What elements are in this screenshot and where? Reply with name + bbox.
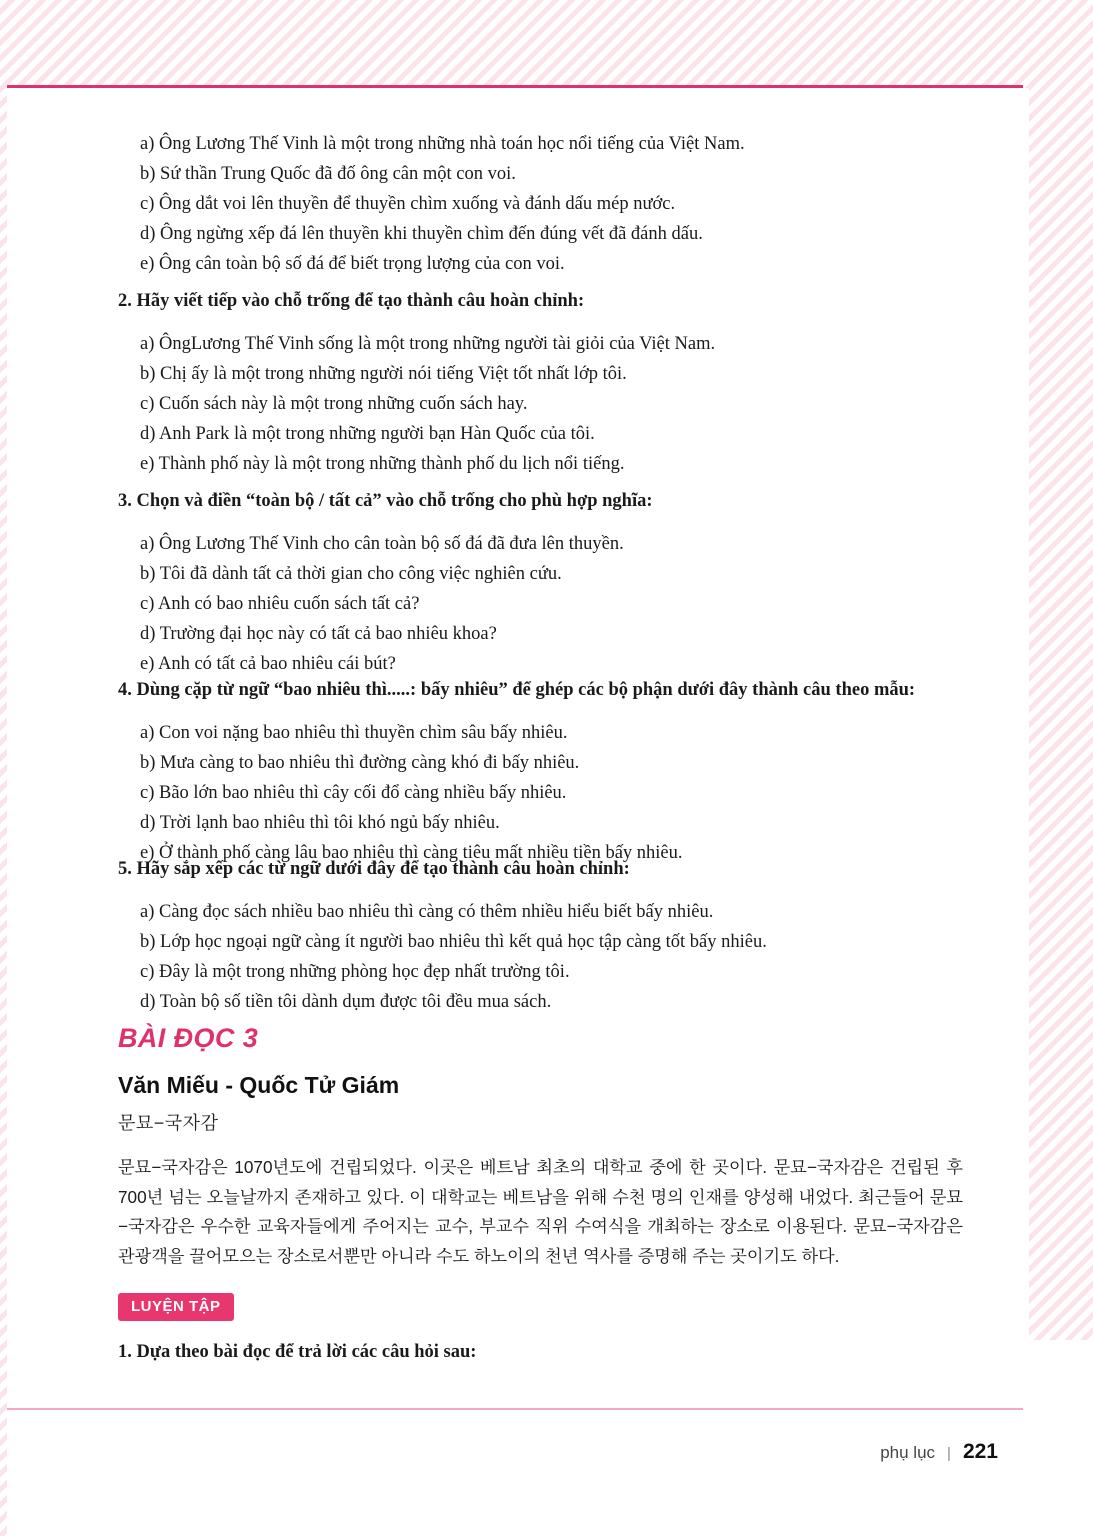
list-item: e) Anh có tất cả bao nhiêu cái bút? <box>140 653 396 674</box>
answer-list <box>118 330 918 480</box>
list-item: c) Đây là một trong những phòng học đẹp nhất trường tôi. <box>140 961 570 982</box>
reading-section <box>118 1023 998 1271</box>
list-item: b) Chị ấy là một trong những người nói tiếng Việt tốt nhất lớp tôi. <box>140 363 627 384</box>
list-item: a) Ông Lương Thế Vinh cho cân toàn bộ số đá đã đưa lên thuyền. <box>140 533 624 554</box>
exercise-4 <box>118 677 998 869</box>
exercise-heading: 4. Dùng cặp từ ngữ “bao nhiêu thì.....: bấy nhiêu” để ghép các bộ phận dưới đây thành câu theo mẫu: <box>118 680 916 700</box>
list-item: d) Ông ngừng xếp đá lên thuyền khi thuyền chìm đến đúng vết đã đánh dấu. <box>140 223 703 244</box>
list-item: e) Thành phố này là một trong những thành phố du lịch nổi tiếng. <box>140 453 625 474</box>
reading-title-ko: 문묘−국자감 <box>118 1113 219 1133</box>
reading-section-label: BÀI ĐỌC 3 <box>118 1023 259 1053</box>
exercise-2 <box>118 288 918 480</box>
list-item: c) Ông dắt voi lên thuyền để thuyền chìm xuống và đánh dấu mép nước. <box>140 193 676 214</box>
list-item: d) Anh Park là một trong những người bạn Hàn Quốc của tôi. <box>140 423 595 444</box>
list-item: d) Trường đại học này có tất cả bao nhiêu khoa? <box>140 623 497 644</box>
right-margin-fill <box>1023 1340 1093 1536</box>
list-item: d) Trời lạnh bao nhiêu thì tôi khó ngủ bấy nhiêu. <box>140 812 500 833</box>
list-item: b) Sứ thần Trung Quốc đã đố ông cân một con voi. <box>140 163 516 184</box>
list-item: a) Con voi nặng bao nhiêu thì thuyền chìm sâu bấy nhiêu. <box>140 722 568 743</box>
list-item: c) Cuốn sách này là một trong những cuốn sách hay. <box>140 393 528 414</box>
page-footer <box>0 1440 1023 1464</box>
answer-list <box>118 719 998 869</box>
exercise-3 <box>118 488 918 680</box>
reading-title-vi: Văn Miếu - Quốc Tử Giám <box>118 1072 400 1098</box>
list-item: b) Mưa càng to bao nhiêu thì đường càng khó đi bấy nhiêu. <box>140 752 580 773</box>
list-item: a) Càng đọc sách nhiều bao nhiêu thì càng có thêm nhiều hiểu biết bấy nhiêu. <box>140 901 714 922</box>
list-item: e) Ở thành phố càng lâu bao nhiêu thì càng tiêu mất nhiều tiền bấy nhiêu. <box>140 842 683 863</box>
exercise-heading: 5. Hãy sắp xếp các từ ngữ dưới đây để tạo thành câu hoàn chỉnh: <box>118 859 630 879</box>
practice-section <box>118 1293 998 1367</box>
list-item: a) ÔngLương Thế Vinh sống là một trong những người tài giỏi của Việt Nam. <box>140 333 716 354</box>
list-item: d) Toàn bộ số tiền tôi dành dụm được tôi đều mua sách. <box>140 991 552 1012</box>
footer-area-background <box>7 1410 1093 1536</box>
list-item: c) Anh có bao nhiêu cuốn sách tất cả? <box>140 593 420 614</box>
practice-question: 1. Dựa theo bài đọc để trả lời các câu hỏi sau: <box>118 1342 477 1362</box>
exercise-5 <box>118 856 998 1018</box>
practice-badge: LUYỆN TẬP <box>118 1293 234 1321</box>
document-body <box>0 88 1023 1410</box>
page-number: 221 <box>962 1440 998 1463</box>
list-item: c) Bão lớn bao nhiêu thì cây cối đổ càng nhiều bấy nhiêu. <box>140 782 567 803</box>
footer-separator: | <box>947 1445 951 1462</box>
list-item: e) Ông cân toàn bộ số đá để biết trọng lượng của con voi. <box>140 253 565 274</box>
list-item: b) Lớp học ngoại ngữ càng ít người bao nhiêu thì kết quả học tập càng tốt bấy nhiêu. <box>140 931 767 952</box>
answer-list <box>118 130 918 280</box>
footer-label: phụ lục <box>880 1443 936 1462</box>
exercise-heading: 3. Chọn và điền “toàn bộ / tất cả” vào chỗ trống cho phù hợp nghĩa: <box>118 491 653 511</box>
list-item: a) Ông Lương Thế Vinh là một trong những nhà toán học nổi tiếng của Việt Nam. <box>140 134 745 154</box>
exercise-1 <box>118 130 918 280</box>
answer-list <box>118 898 998 1018</box>
reading-body-ko: 문묘−국자감은 1070년도에 건립되었다. 이곳은 베트남 최초의 대학교 중에 한 곳이다. 문묘−국자감은 건립된 후 700년 넘는 오늘날까지 존재하고 있다. 이 대학교는 베트남을 위해 수천 명의 인재를 양성해 내었다. 최근들어 문묘−국자감은 우수한 교육자들에게 주어지는 교수, 부교수 직위 수여식을 개최하는 장소로 이용된다. 문묘−국자감은 관광객을 끌어모으는 장소로서뿐만 아니라 수도 하노이의 천년 역사를 증명해 주는 곳이기도 하다. <box>118 1157 963 1266</box>
exercise-heading: 2. Hãy viết tiếp vào chỗ trống để tạo thành câu hoàn chỉnh: <box>118 291 585 311</box>
answer-list <box>118 530 918 680</box>
list-item: b) Tôi đã dành tất cả thời gian cho công việc nghiên cứu. <box>140 563 562 584</box>
